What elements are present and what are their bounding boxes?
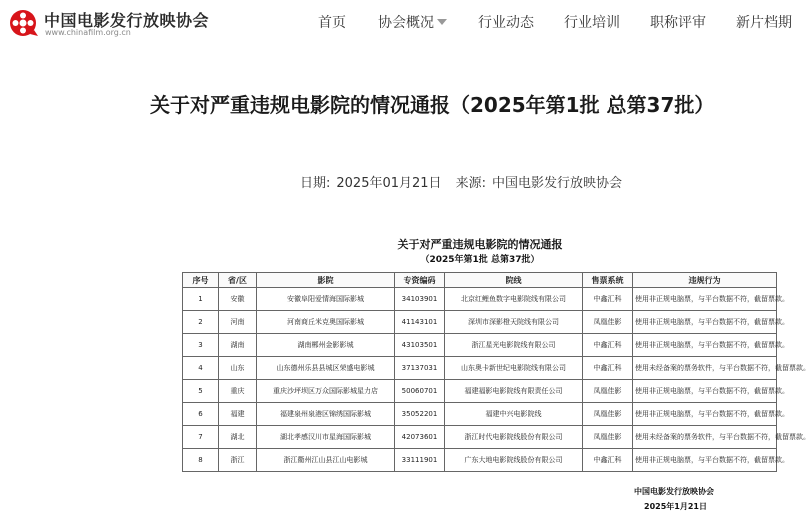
table-cell: 广东大地电影院线股份有限公司 xyxy=(445,449,583,472)
table-row xyxy=(183,311,777,334)
table-cell: 湖南郴州金影影城 xyxy=(257,334,395,357)
table-cell: 北京红鲤鱼数字电影院线有限公司 xyxy=(445,288,583,311)
site-url: www.chinafilm.org.cn xyxy=(45,28,131,37)
source-label: 来源: xyxy=(455,176,486,191)
table-row xyxy=(183,288,777,311)
table-cell: 重庆 xyxy=(219,380,257,403)
table-cell: 50060701 xyxy=(395,380,445,403)
main-nav xyxy=(300,0,800,44)
article-source: 中国电影发行放映协会 xyxy=(491,176,622,191)
column-header: 院线 xyxy=(445,273,583,288)
date-label: 日期: xyxy=(300,176,331,191)
table-cell: 使用非正规电脑票，与平台数据不符，截留票款。 xyxy=(633,334,777,357)
table-cell: 深圳市深影橙天院线有限公司 xyxy=(445,311,583,334)
table-cell: 福建福影电影院线有限责任公司 xyxy=(445,380,583,403)
table-cell: 37137031 xyxy=(395,357,445,380)
table-cell: 8 xyxy=(183,449,219,472)
table-row xyxy=(183,403,777,426)
table-cell: 浙江衢州江山县江山电影城 xyxy=(257,449,395,472)
notice-footer-date: 2025年1月21日 xyxy=(644,502,707,511)
chevron-down-icon xyxy=(437,19,447,25)
table-cell: 凤凰佳影 xyxy=(583,380,633,403)
table-cell: 使用未经备案的票务软件，与平台数据不符，截留票款。 xyxy=(633,357,777,380)
table-cell: 安徽阜阳爱情海国际影城 xyxy=(257,288,395,311)
table-cell: 河南 xyxy=(219,311,257,334)
nav-training[interactable]: 行业培训 xyxy=(564,15,620,31)
table-cell: 湖北孝感汉川市星海国际影城 xyxy=(257,426,395,449)
table-cell: 浙江 xyxy=(219,449,257,472)
table-row xyxy=(183,380,777,403)
table-cell: 33111901 xyxy=(395,449,445,472)
table-row xyxy=(183,357,777,380)
table-header-row xyxy=(183,273,777,288)
table-row xyxy=(183,426,777,449)
table-cell: 凤凰佳影 xyxy=(583,426,633,449)
table-cell: 7 xyxy=(183,426,219,449)
table-cell: 使用非正规电脑票，与平台数据不符，截留票款。 xyxy=(633,288,777,311)
notice-image xyxy=(180,232,810,517)
table-cell: 山东 xyxy=(219,357,257,380)
table-cell: 5 xyxy=(183,380,219,403)
table-cell: 34103901 xyxy=(395,288,445,311)
table-cell: 使用非正规电脑票，与平台数据不符，截留票款。 xyxy=(633,311,777,334)
table-cell: 使用非正规电脑票，与平台数据不符，截留票款。 xyxy=(633,380,777,403)
table-cell: 凤凰佳影 xyxy=(583,403,633,426)
column-header: 影院 xyxy=(257,273,395,288)
notice-footer-org: 中国电影发行放映协会 xyxy=(634,487,714,496)
nav-release-schedule[interactable]: 新片档期 xyxy=(736,15,792,31)
column-header: 省/区 xyxy=(219,273,257,288)
article-title: 关于对严重违规电影院的情况通报（2025年第1批 总第37批） xyxy=(150,93,715,117)
table-cell: 35052201 xyxy=(395,403,445,426)
column-header: 违规行为 xyxy=(633,273,777,288)
table-cell: 福建 xyxy=(219,403,257,426)
table-cell: 使用非正规电脑票，与平台数据不符，截留票款。 xyxy=(633,449,777,472)
table-cell: 使用非正规电脑票，与平台数据不符，截留票款。 xyxy=(633,403,777,426)
table-cell: 山东奥卡新世纪电影院线有限公司 xyxy=(445,357,583,380)
site-header xyxy=(0,0,800,44)
table-cell: 使用未经备案的票务软件，与平台数据不符，截留票款。 xyxy=(633,426,777,449)
table-cell: 3 xyxy=(183,334,219,357)
table-cell: 6 xyxy=(183,403,219,426)
table-cell: 浙江时代电影院线股份有限公司 xyxy=(445,426,583,449)
nav-about[interactable] xyxy=(378,12,447,32)
table-cell: 山东德州乐县县城区荣盛电影城 xyxy=(257,357,395,380)
column-header: 专资编码 xyxy=(395,273,445,288)
column-header: 序号 xyxy=(183,273,219,288)
table-cell: 42073601 xyxy=(395,426,445,449)
site-logo[interactable] xyxy=(8,6,238,40)
table-row xyxy=(183,334,777,357)
table-cell: 河南商丘米克奥国际影城 xyxy=(257,311,395,334)
nav-home[interactable]: 首页 xyxy=(318,15,346,31)
table-cell: 中鑫汇科 xyxy=(583,357,633,380)
column-header: 售票系统 xyxy=(583,273,633,288)
table-cell: 4 xyxy=(183,357,219,380)
site-name: 中国电影发行放映协会 xyxy=(44,11,210,30)
notice-title: 关于对严重违规电影院的情况通报 xyxy=(397,238,563,251)
table-cell: 中鑫汇科 xyxy=(583,288,633,311)
table-cell: 43103501 xyxy=(395,334,445,357)
table-cell: 浙江星光电影院线有限公司 xyxy=(445,334,583,357)
article-meta xyxy=(300,172,628,191)
table-cell: 2 xyxy=(183,311,219,334)
table-cell: 中鑫汇科 xyxy=(583,449,633,472)
cinema-table xyxy=(182,272,810,472)
article-date: 2025年01月21日 xyxy=(336,176,442,191)
nav-title-review[interactable]: 职称评审 xyxy=(650,15,706,31)
notice-subtitle: （2025年第1批 总第37批） xyxy=(420,255,540,265)
table-cell: 湖北 xyxy=(219,426,257,449)
table-cell: 重庆沙坪坝区万众国际影城星力店 xyxy=(257,380,395,403)
film-reel-logo-icon xyxy=(8,8,38,38)
table-row xyxy=(183,449,777,472)
table-cell: 福建泉州泉港区锦绣国际影城 xyxy=(257,403,395,426)
table-cell: 福建中兴电影院线 xyxy=(445,403,583,426)
nav-about-label: 协会概况 xyxy=(378,15,434,31)
nav-industry-news[interactable]: 行业动态 xyxy=(478,15,534,31)
table-cell: 中鑫汇科 xyxy=(583,334,633,357)
table-cell: 安徽 xyxy=(219,288,257,311)
table-cell: 1 xyxy=(183,288,219,311)
table-cell: 湖南 xyxy=(219,334,257,357)
table-cell: 凤凰佳影 xyxy=(583,311,633,334)
table-body xyxy=(183,288,810,472)
table-cell: 41143101 xyxy=(395,311,445,334)
